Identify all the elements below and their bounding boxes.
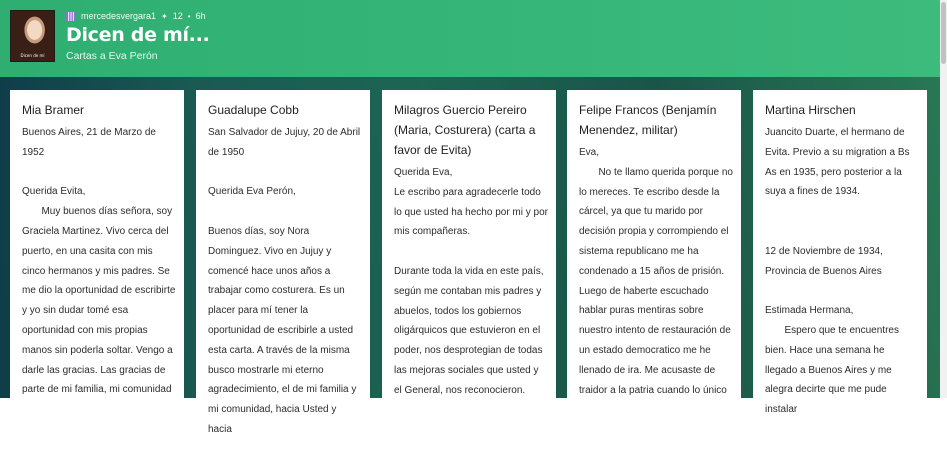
letter-card[interactable] bbox=[10, 90, 184, 410]
letter-author: Felipe Francos (Benjamín Menendez, militar) bbox=[579, 103, 717, 137]
letter-card[interactable] bbox=[382, 90, 556, 410]
user-avatar-icon[interactable] bbox=[66, 11, 76, 22]
letter-card[interactable] bbox=[567, 90, 741, 410]
story-meta bbox=[66, 9, 206, 23]
letter-body: San Salvador de Jujuy, 20 de Abril de 1950 Querida Eva Perón, Buenos días, soy Nora Dominguez. Vivo en Jujuy y comencé hace unos años a trabajar como costurera. Es un placer para mí tener la oportunidad de escribirle a usted esta carta. A través de la misma busco mostrarle mi eterno agradecimiento, el de mi familia y mi comunidad, hacia Usted y hacia bbox=[208, 127, 361, 435]
parts-icon: ✦ bbox=[161, 11, 168, 21]
story-header bbox=[0, 0, 940, 77]
letter-author: Martina Hirschen bbox=[765, 103, 856, 117]
author-username[interactable]: mercedesvergara1 bbox=[81, 11, 157, 21]
letter-card[interactable] bbox=[753, 90, 927, 416]
story-age: 6h bbox=[195, 11, 206, 21]
parts-count: 12 bbox=[172, 11, 183, 21]
letter-body: Juancito Duarte, el hermano de Evita. Previo a su migration a Bs As en 1935, pero posterior a la suya a fines de 1934. 12 de Noviembre de 1934, Provincia de Buenos Aires Estimada Hermana, Espero que te encuentres bien. Hace una semana he llegado a Buenos Aires y me alegra decirte que me pude instalar bbox=[765, 127, 910, 416]
letter-author: Mia Bramer bbox=[22, 103, 85, 117]
cover-caption: Dicen de mí bbox=[20, 53, 45, 58]
letters-board bbox=[0, 77, 940, 435]
story-title[interactable]: Dicen de mí... bbox=[66, 24, 210, 46]
letter-body: Querida Eva, Le escribo para agradecerle todo lo que usted ha hecho por mi y por mis compañeras. Durante toda la vida en este país, según me contaban mis padres y abuelos, todos los gobiernos oligárquicos que estuvieron en el poder, nos desprotegian de todas las mejoras sociales que usted y el General, nos reconocieron. bbox=[394, 167, 548, 396]
letter-author: Milagros Guercio Pereiro (Maria, Costurera) (carta a favor de Evita) bbox=[394, 103, 536, 157]
letter-card[interactable] bbox=[196, 90, 370, 435]
letter-body: Eva, No te llamo querida porque no lo mereces. Te escribo desde la cárcel, ya que tu marido por decisión propia y corrompiendo el sistema republicano me ha condenado a 15 años de prisión. Luego de haberte escuchado hablar puras mentiras sobre nuestro intento de restauración de un estado democratico me he llenado de ira. Me acusaste de traidor a la patria cuando lo único bbox=[579, 147, 733, 396]
letter-author: Guadalupe Cobb bbox=[208, 103, 299, 117]
scrollbar-thumb[interactable] bbox=[941, 2, 946, 64]
letter-body: Buenos Aires, 21 de Marzo de 1952 Querida Evita, Muy buenos días señora, soy Graciela Martinez. Vivo cerca del puerto, en una casita con mis cinco hermanos y mis padres. Se me dio la oportunidad de escribirte y yo sin dudar tomé esa oportunidad con mis propias manos sin poderla soltar. Vengo a darle las gracias. Las gracias de parte de mi familia, mi comunidad bbox=[22, 127, 176, 396]
dot-separator: • bbox=[187, 11, 191, 21]
story-cover-image[interactable] bbox=[10, 10, 55, 62]
page-scrollbar[interactable] bbox=[940, 0, 947, 398]
story-subtitle: Cartas a Eva Perón bbox=[66, 50, 158, 62]
